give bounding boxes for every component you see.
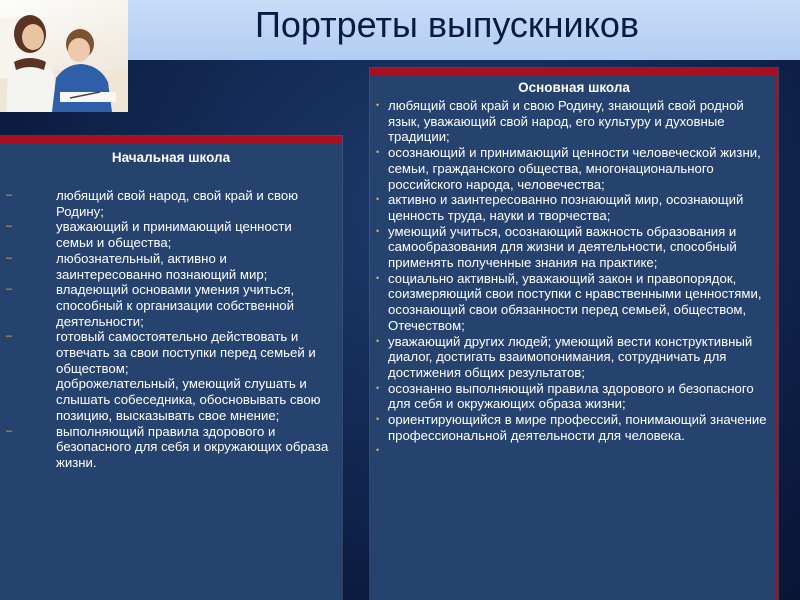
list-item-text: владеющий основами умения учиться, способный к организации собственной деятельности; bbox=[56, 282, 295, 329]
bullet-icon: – bbox=[6, 251, 13, 264]
bullet-icon: – bbox=[6, 330, 13, 343]
list-item-text: осознающий и принимающий ценности человеческой жизни, семьи, гражданского общества, многонационального российского народа, человечества; bbox=[388, 145, 761, 192]
primary-school-panel bbox=[0, 136, 342, 600]
list-item bbox=[6, 282, 332, 329]
list-item-text: выполняющий правила здорового и безопасного для себя и окружающих образа жизни. bbox=[56, 423, 329, 470]
basic-school-list bbox=[376, 98, 774, 456]
list-item-text: осознанно выполняющий правила здорового и безопасного для себя и окружающих образа жизни; bbox=[388, 380, 754, 412]
photo-illustration bbox=[0, 0, 128, 112]
list-item bbox=[376, 334, 774, 381]
panel-top-line bbox=[370, 68, 778, 75]
bullet-icon: • bbox=[376, 382, 380, 393]
list-item bbox=[376, 192, 774, 223]
bullet-icon: • bbox=[376, 100, 380, 110]
list-item-text: уважающий и принимающий ценности семьи и общества; bbox=[56, 219, 292, 251]
list-item bbox=[6, 329, 332, 423]
list-item-text: социально активный, уважающий закон и правопорядок, соизмеряющий свои поступки с нравственными ценностями, осознающий свои обязанности перед семьей, обществом, Отечеством; bbox=[388, 270, 762, 333]
primary-school-list bbox=[6, 188, 332, 471]
panel-top-line bbox=[0, 136, 342, 143]
bullet-icon: • bbox=[376, 272, 380, 283]
list-item bbox=[376, 381, 774, 412]
bullet-icon: • bbox=[376, 445, 380, 456]
primary-school-heading: Начальная школа bbox=[111, 150, 231, 165]
list-item bbox=[6, 423, 332, 471]
list-item bbox=[376, 412, 774, 443]
list-item bbox=[6, 188, 332, 219]
list-item-text: активно и заинтересованно познающий мир, осознающий ценность труда, науки и творчества; bbox=[388, 192, 744, 223]
bullet-icon: – bbox=[6, 424, 13, 437]
list-item bbox=[6, 219, 332, 251]
list-item bbox=[376, 145, 774, 192]
bullet-icon: • bbox=[376, 225, 380, 236]
list-item-text: любящий свой край и свою Родину, знающий свой родной язык, уважающий свой народ, его культуру и духовные традиции; bbox=[388, 98, 744, 145]
list-item bbox=[376, 224, 774, 271]
bullet-icon: – bbox=[6, 283, 13, 296]
bullet-icon: • bbox=[376, 194, 380, 205]
list-item-text: любознательный, активно и заинтересованно познающий мир; bbox=[56, 250, 268, 282]
bullet-icon: • bbox=[376, 147, 380, 158]
list-item-text: ориентирующийся в мире профессий, понимающий значение профессиональной деятельности для человека. bbox=[388, 412, 767, 443]
list-item-text: готовый самостоятельно действовать и отвечать за свои поступки перед семьей и обществом; доброжелательный, умеющий слушать и слышать собеседника, обосновывать свою позицию, высказывать свое мнение; bbox=[56, 329, 321, 423]
bullet-icon: • bbox=[376, 414, 380, 425]
list-item bbox=[376, 98, 774, 145]
bullet-icon: – bbox=[6, 189, 13, 201]
bullet-icon: – bbox=[6, 220, 13, 233]
slide-title: Портреты выпускников bbox=[255, 4, 639, 45]
basic-school-panel bbox=[370, 68, 778, 600]
bullet-icon: • bbox=[376, 335, 380, 346]
panel-side-line bbox=[775, 68, 778, 600]
teacher-student-photo bbox=[0, 0, 128, 112]
list-item-text: умеющий учиться, осознающий важность образования и самообразования для жизни и деятельности, способный применять полученные знания на практике; bbox=[388, 223, 737, 271]
list-item-text: любящий свой народ, свой край и свою Родину; bbox=[56, 188, 299, 219]
list-item-text: уважающий других людей; умеющий вести конструктивный диалог, достигать взаимопонимания, сотрудничать для достижения общих результатов; bbox=[388, 333, 753, 380]
list-item bbox=[376, 271, 774, 334]
list-item bbox=[6, 250, 332, 282]
basic-school-heading: Основная школа bbox=[518, 80, 630, 95]
